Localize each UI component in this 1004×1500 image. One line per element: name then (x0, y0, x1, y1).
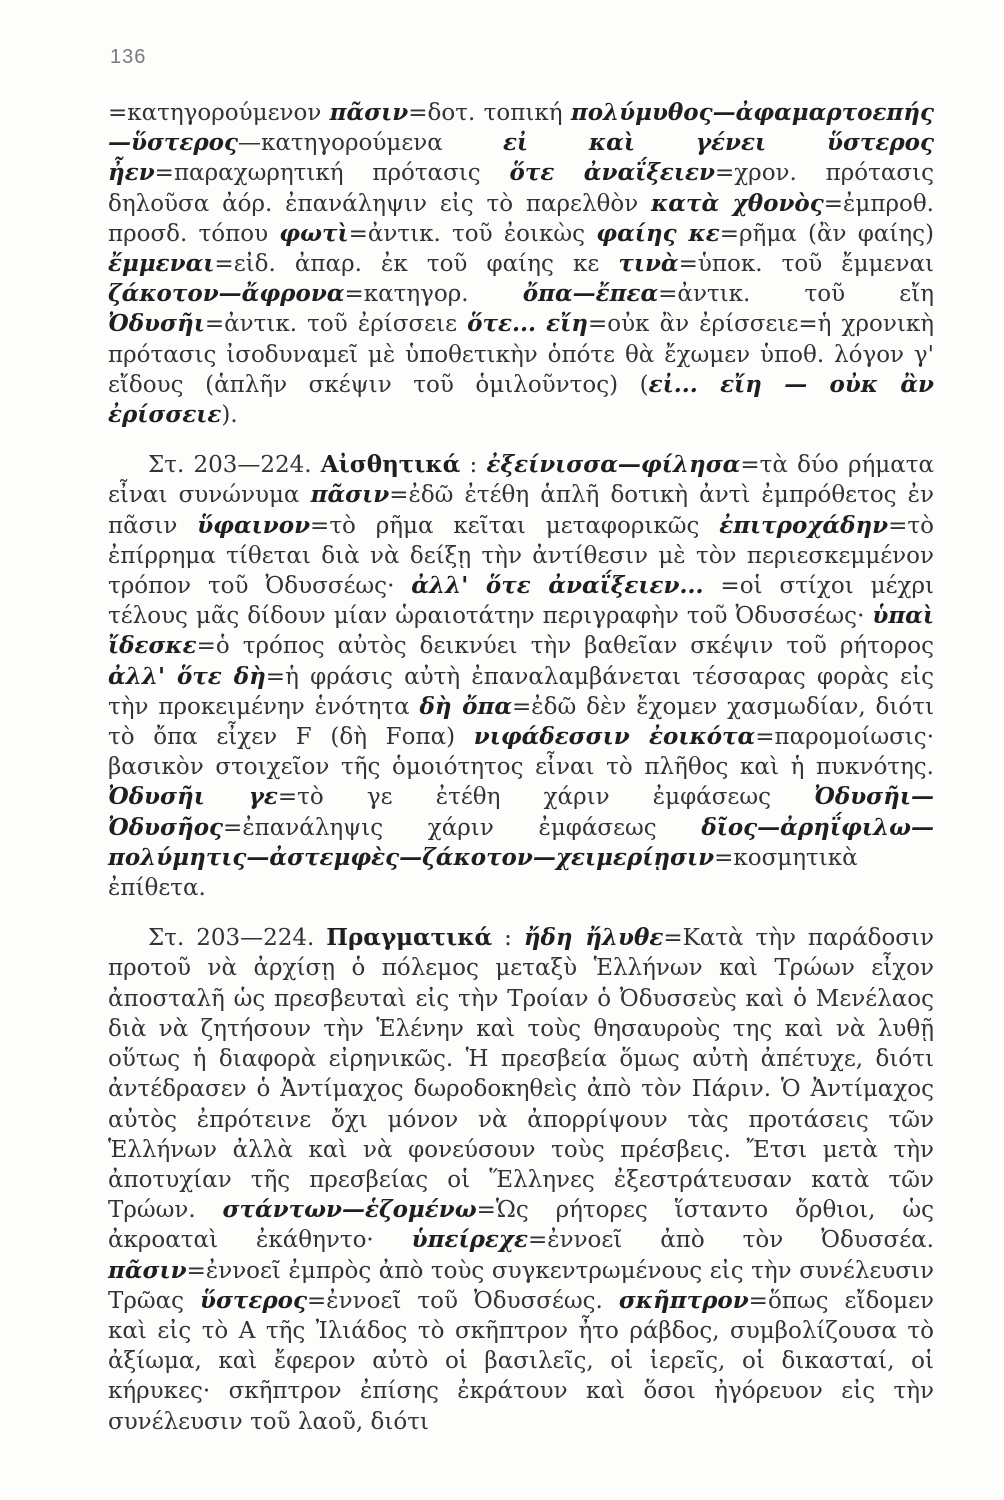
commentary-text: =ἐδῶ δὲν ἔχομεν χασμωδίαν, διότι τὸ ὄπα εἶχεν F (δὴ Fοπα) (108, 693, 934, 751)
commentary-text: =δοτ. τοπική (408, 100, 571, 126)
lemma: ἀλλ' ὅτε ἀναΐξειεν... (411, 572, 704, 600)
lemma: ἐξείνισσα—φίλησα (486, 451, 741, 479)
commentary-text: : (460, 452, 487, 479)
commentary-text (536, 311, 546, 337)
lemma: ὑπαὶ ἴδεσκε (108, 602, 934, 660)
commentary-text: ). (221, 402, 238, 429)
lemma: δῖος—ἀρηΐφιλω—πολύμητις—ἀστεμφὲς—ζάκοτον—χειμερίῃσιν (108, 813, 934, 871)
commentary-text: =τὸ ἐπίρρημα τίθεται διὰ νὰ δείξῃ τὴν ἀντίθεσιν μὲ τὸν περιεσκεμμένον τρόπον τοῦ Ὀδυσσέως· (108, 512, 934, 600)
lemma: δὴ ὄπα (419, 692, 513, 720)
lemma: πολύμυθος—ἀφαμαρτοεπής—ὕστερος (108, 99, 934, 157)
commentary-text: Στ. 203—224. (148, 925, 327, 952)
commentary-text: =οὐκ ἂν ἐρίσσειε=ἡ χρονικὴ πρότασις ἰσοδυναμεῖ μὲ ὑποθετικὴν ὁπότε θὰ ἔχωμεν ὑποθ. λόγον γ' εἴδους (ἁπλῆν σκέψιν τοῦ ὁμιλοῦντος) ( (108, 311, 934, 398)
text-block (108, 98, 934, 1437)
lemma: τινὰ (618, 250, 679, 278)
commentary-text: =οἱ στίχοι μέχρι τέλους μᾶς δίδουν μίαν ὡραιοτάτην περιγραφὴν τοῦ Ὀδυσσέως· (108, 573, 934, 630)
section-heading: Πραγματικά (326, 924, 493, 952)
lemma: στάντων—ἑζομένω (222, 1196, 477, 1224)
commentary-text: =ἐννοεῖ ἀπὸ τὸν Ὀδυσσέα. (527, 1227, 934, 1254)
lemma: ὅτε ἀναΐξειεν (509, 159, 715, 187)
commentary-text: =ἀντικ. τοῦ ἐρίσσειε (204, 311, 468, 338)
commentary-text: =τὸ ρῆμα κεῖται μεταφορικῶς (310, 512, 720, 539)
lemma: Ὀδυσῆι—Ὀδυσῆος (108, 783, 934, 841)
commentary-text: =ἡ φράσις αὐτὴ ἐπαναλαμβάνεται τέσσαρας φορὰς εἰς τὴν προκειμένην ἑνότητα (108, 663, 934, 720)
commentary-text: : (492, 925, 524, 952)
commentary-text: =παρομοίωσις· βασικὸν στοιχεῖον τῆς ὁμοιότητος εἶναι τὸ πλῆθος καὶ ἡ πυκνότης. (108, 724, 935, 781)
lemma: φωτὶ (279, 219, 349, 247)
lemma: φαίης κε (596, 219, 720, 247)
lemma: πᾶσιν (108, 1256, 187, 1284)
lemma: ἀλλ' ὅτε δὴ (108, 662, 266, 690)
commentary-text: =Κατὰ τὴν παράδοσιν προτοῦ νὰ ἀρχίσῃ ὁ πόλεμος μεταξὺ Ἑλλήνων καὶ Τρώων εἶχον ἀποσταλῆ ὡς πρεσβευταὶ εἰς τὴν Τροίαν ὁ Ὀδυσσεὺς καὶ ὁ Μενέλαος διὰ νὰ ζητήσουν τὴν Ἑλένην καὶ τοὺς θησαυροὺς της καὶ νὰ λυθῇ οὕτως ἡ διαφορὰ εἰρηνικῶς. Ἡ πρεσβεία ὅμως αὐτὴ ἀπέτυχε, διότι ἀντέδρασεν ὁ Ἀντίμαχος δωροδοκηθεὶς ἀπὸ τὸν Πάριν. Ὁ Ἀντίμαχος αὐτὸς ἐπρότεινε ὄχι μόνον νὰ ἀπορρίψουν τὰς προτάσεις τῶν Ἑλλήνων ἀλλὰ καὶ νὰ φονεύσουν τοὺς πρέσβεις. Ἔτσι μετὰ τὴν ἀποτυχίαν τῆς πρεσβείας οἱ Ἕλληνες ἐξεστράτευσαν κατὰ τῶν Τρώων. (108, 925, 934, 1224)
commentary-text: =κατηγορούμενον (108, 100, 330, 126)
commentary-text: =ἐννοεῖ τοῦ Ὀδυσσέως. (307, 1287, 619, 1314)
lemma: Ὀδυσῆι γε (108, 783, 278, 811)
lemma: ζάκοτον—ἄφρονα (108, 280, 345, 308)
commentary-text: =Ὡς ρήτορες ἵσταντο ὄρθιοι, ὡς ἀκροαταὶ ἐκάθηντο· (108, 1197, 934, 1254)
commentary-text: =ὁ τρόπος αὐτὸς δεικνύει τὴν βαθεῖαν σκέψιν τοῦ ρήτορος (196, 633, 934, 660)
lemma: εἴη (546, 310, 588, 338)
commentary-text: =τὸ γε ἐτέθη χάριν ἐμφάσεως (277, 784, 815, 811)
lemma: σκῆπτρον (618, 1286, 749, 1314)
lemma: ὅτε... (467, 310, 536, 338)
lemma: ἔμμεναι (108, 250, 215, 278)
commentary-text: —κατηγορούμενα (238, 130, 503, 157)
section-heading: Αἰσθητικά (320, 451, 461, 479)
commentary-text: =ἀντικ. τοῦ εἴη (658, 281, 934, 308)
commentary-text: =ρῆμα (ἂν φαίης) (719, 220, 935, 247)
commentary-text: =ὅπως εἴδομεν καὶ εἰς τὸ Α τῆς Ἰλιάδος τὸ σκῆπτρον ἦτο ράβδος, συμβολίζουσα τὸ ἀξίωμα, καὶ ἔφερον αὐτὸ οἱ βασιλεῖς, οἱ ἱερεῖς, οἱ δικασταί, οἱ κήρυκες· σκῆπτρον ἐπίσης ἐκράτουν καὶ ὅσοι ἠγόρευον εἰς τὴν συνέλευσιν τοῦ λαοῦ, διότι (108, 1287, 934, 1435)
page-number: 136 (110, 46, 147, 68)
lemma: ἤδη ἤλυθε (523, 924, 664, 952)
lemma: ἐπιτροχάδην (719, 511, 889, 539)
commentary-text: =ὑποκ. τοῦ ἔμμεναι (678, 251, 934, 278)
lemma: κατὰ χθονὸς (651, 189, 824, 217)
paragraph-factual-notes (108, 923, 934, 1436)
commentary-text: =ἐμπροθ. προσδ. τόπου (108, 190, 934, 247)
paragraph-grammatical-notes (108, 98, 934, 430)
lemma: εἰ καὶ γένει ὕστερος ἦεν (108, 129, 935, 187)
commentary-text: =ἐδῶ ἐτέθη ἁπλῆ δοτικὴ ἀντὶ ἐμπρόθετος ἐν πᾶσιν (108, 482, 935, 539)
commentary-text: =τὰ δύο ρήματα εἶναι συνώνυμα (108, 452, 934, 509)
commentary-text: =εἰδ. ἀπαρ. ἐκ τοῦ φαίης κε (214, 251, 619, 278)
commentary-text: =χρον. πρότασις δηλοῦσα ἀόρ. ἐπανάληψιν εἰς τὸ παρελθὸν (108, 160, 934, 217)
commentary-text: =κατηγορ. (344, 281, 523, 308)
lemma: πᾶσιν (310, 481, 390, 509)
commentary-text: =ἐπανάληψις χάριν ἐμφάσεως (223, 814, 702, 841)
commentary-text: =ἐννοεῖ ἐμπρὸς ἀπὸ τοὺς συγκεντρωμένους εἰς τὴν συνέλευσιν Τρῶας (108, 1257, 934, 1314)
lemma: ὕστερος (200, 1286, 308, 1314)
commentary-text: =παραχωρητική πρότασις (154, 160, 510, 187)
commentary-text: =ἀντικ. τοῦ ἐοικὼς (348, 220, 597, 247)
commentary-text: =κοσμητικὰ ἐπίθετα. (108, 844, 858, 902)
paragraph-aesthetic-notes (108, 450, 934, 903)
lemma: Ὀδυσῆι (108, 310, 205, 338)
lemma: ὑπείρεχε (411, 1226, 528, 1254)
lemma: ὕφαινον (197, 511, 311, 539)
commentary-text: Στ. 203—224. (148, 452, 321, 479)
lemma: νιφάδεσσιν ἐοικότα (473, 723, 756, 751)
lemma: εἰ... εἴη — οὐκ ἂν ἐρίσσειε (108, 370, 934, 429)
lemma: πᾶσιν (329, 99, 409, 126)
lemma: ὄπα—ἔπεα (522, 280, 659, 308)
